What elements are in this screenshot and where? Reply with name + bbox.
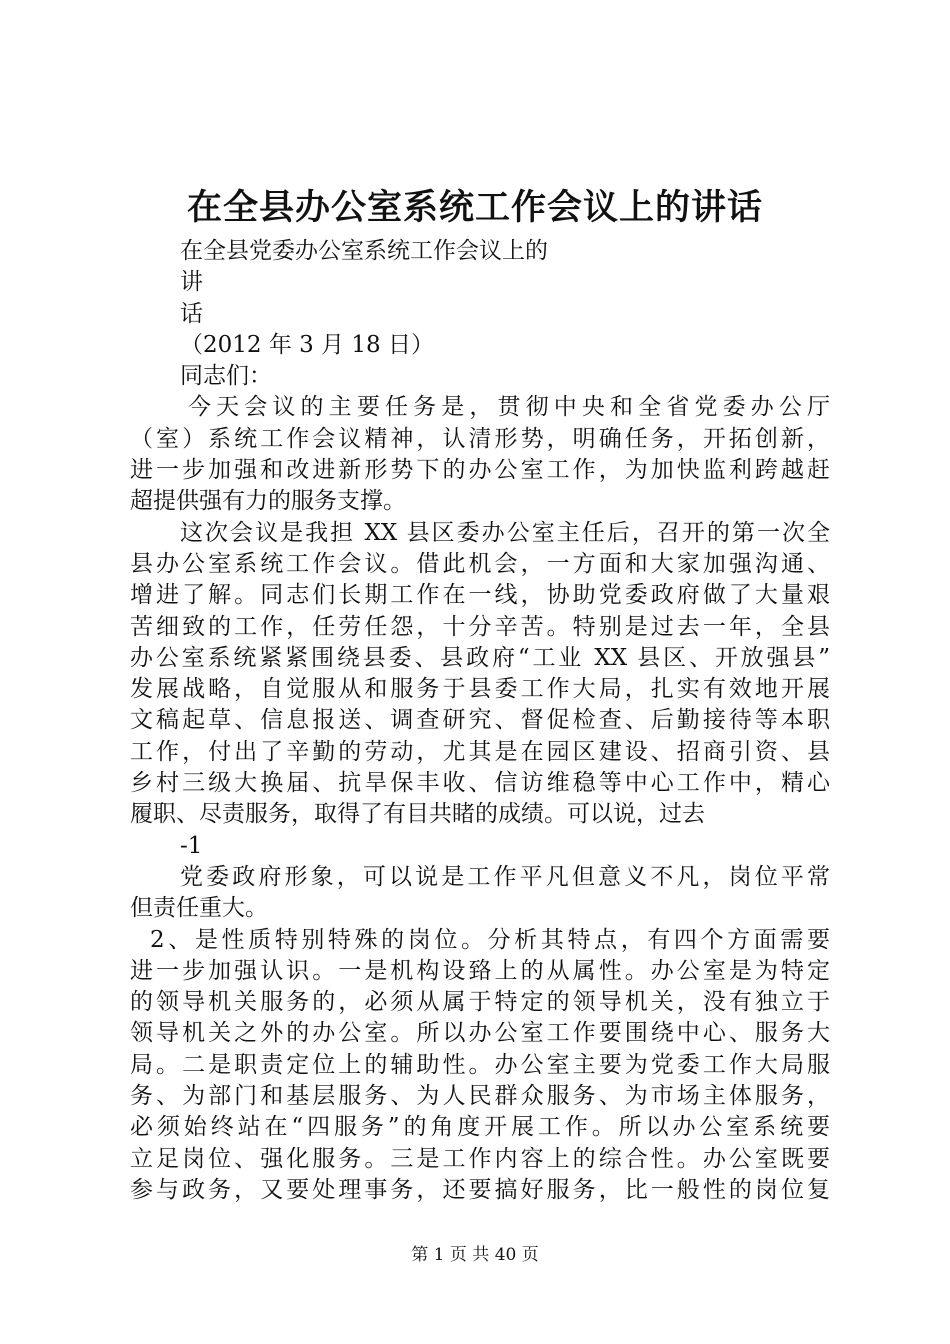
- subtitle-line: 讲: [180, 269, 203, 296]
- subtitle-line: 在全县党委办公室系统工作会议上的: [180, 238, 548, 264]
- paragraph-line: 进一步加强和改进新形势下的办公室工作，为加快监利跨越赶: [130, 457, 830, 484]
- page-marker: -1: [180, 832, 203, 859]
- paragraph-line: 苦细致的工作，任劳任怨，十分辛苦。特别是过去一年，全县: [130, 613, 830, 640]
- paragraph-line: （室）系统工作会议精神，认清形势，明确任务，开拓创新，: [130, 425, 830, 452]
- paragraph-line: 工作，付出了辛勤的劳动，尤其是在园区建设、招商引资、县: [130, 738, 830, 765]
- paragraph-line: 但责任重大。: [130, 895, 268, 922]
- paragraph-line: 县办公室系统工作会议。借此机会，一方面和大家加强沟通、: [130, 550, 830, 577]
- document-body: [130, 236, 830, 1206]
- paragraph-line: 履职、尽责服务，取得了有目共睹的成绩。可以说，过去: [130, 801, 705, 828]
- paragraph-line: 发展战略，自觉服从和服务于县委工作大局，扎实有效地开展: [130, 676, 830, 703]
- date-line: （2012 年 3 月 18 日）: [180, 331, 434, 358]
- paragraph-line: 务、为部门和基层服务、为人民群众服务、为市场主体服务，: [130, 1083, 830, 1110]
- paragraph-line: 乡村三级大换届、抗旱保丰收、信访维稳等中心工作中，精心: [130, 770, 830, 797]
- salutation: 同志们：: [180, 363, 272, 390]
- paragraph-line: 立足岗位、强化服务。三是工作内容上的综合性。办公室既要: [130, 1145, 830, 1172]
- paragraph-line: 今天会议的主要任务是，贯彻中央和全省党委办公厅: [188, 394, 830, 421]
- paragraph-line: 进一步加强认识。一是机构设臵上的从属性。办公室是为特定: [130, 957, 830, 984]
- paragraph-line: 这次会议是我担 XX 县区委办公室主任后，召开的第一次全: [180, 519, 830, 546]
- paragraph-line: 办公室系统紧紧围绕县委、县政府“工业 XX 县区、开放强县”: [130, 644, 830, 671]
- page-footer: 第 1 页 共 40 页: [411, 1245, 539, 1265]
- document-title: 在全县办公室系统工作会议上的讲话: [186, 187, 763, 228]
- paragraph-line: 必须始终站在“四服务”的角度开展工作。所以办公室系统要: [130, 1114, 830, 1141]
- paragraph-line: 文稿起草、信息报送、调查研究、督促检查、后勤接待等本职: [130, 707, 830, 734]
- paragraph-line: 2、是性质特别特殊的岗位。分析其特点，有四个方面需要: [150, 926, 830, 953]
- paragraph-line: 增进了解。同志们长期工作在一线，协助党委政府做了大量艰: [130, 582, 830, 609]
- subtitle-line: 话: [180, 300, 203, 327]
- paragraph-line: 党委政府形象，可以说是工作平凡但意义不凡，岗位平常: [180, 863, 830, 890]
- paragraph-line: 的领导机关服务的，必须从属于特定的领导机关，没有独立于: [130, 989, 830, 1016]
- paragraph-line: 超提供强有力的服务支撑。: [130, 488, 406, 515]
- paragraph-line: 领导机关之外的办公室。所以办公室工作要围绕中心、服务大: [130, 1020, 830, 1047]
- paragraph-line: 局。二是职责定位上的辅助性。办公室主要为党委工作大局服: [130, 1051, 830, 1078]
- paragraph-line: 参与政务，又要处理事务，还要搞好服务，比一般性的岗位复: [130, 1176, 830, 1203]
